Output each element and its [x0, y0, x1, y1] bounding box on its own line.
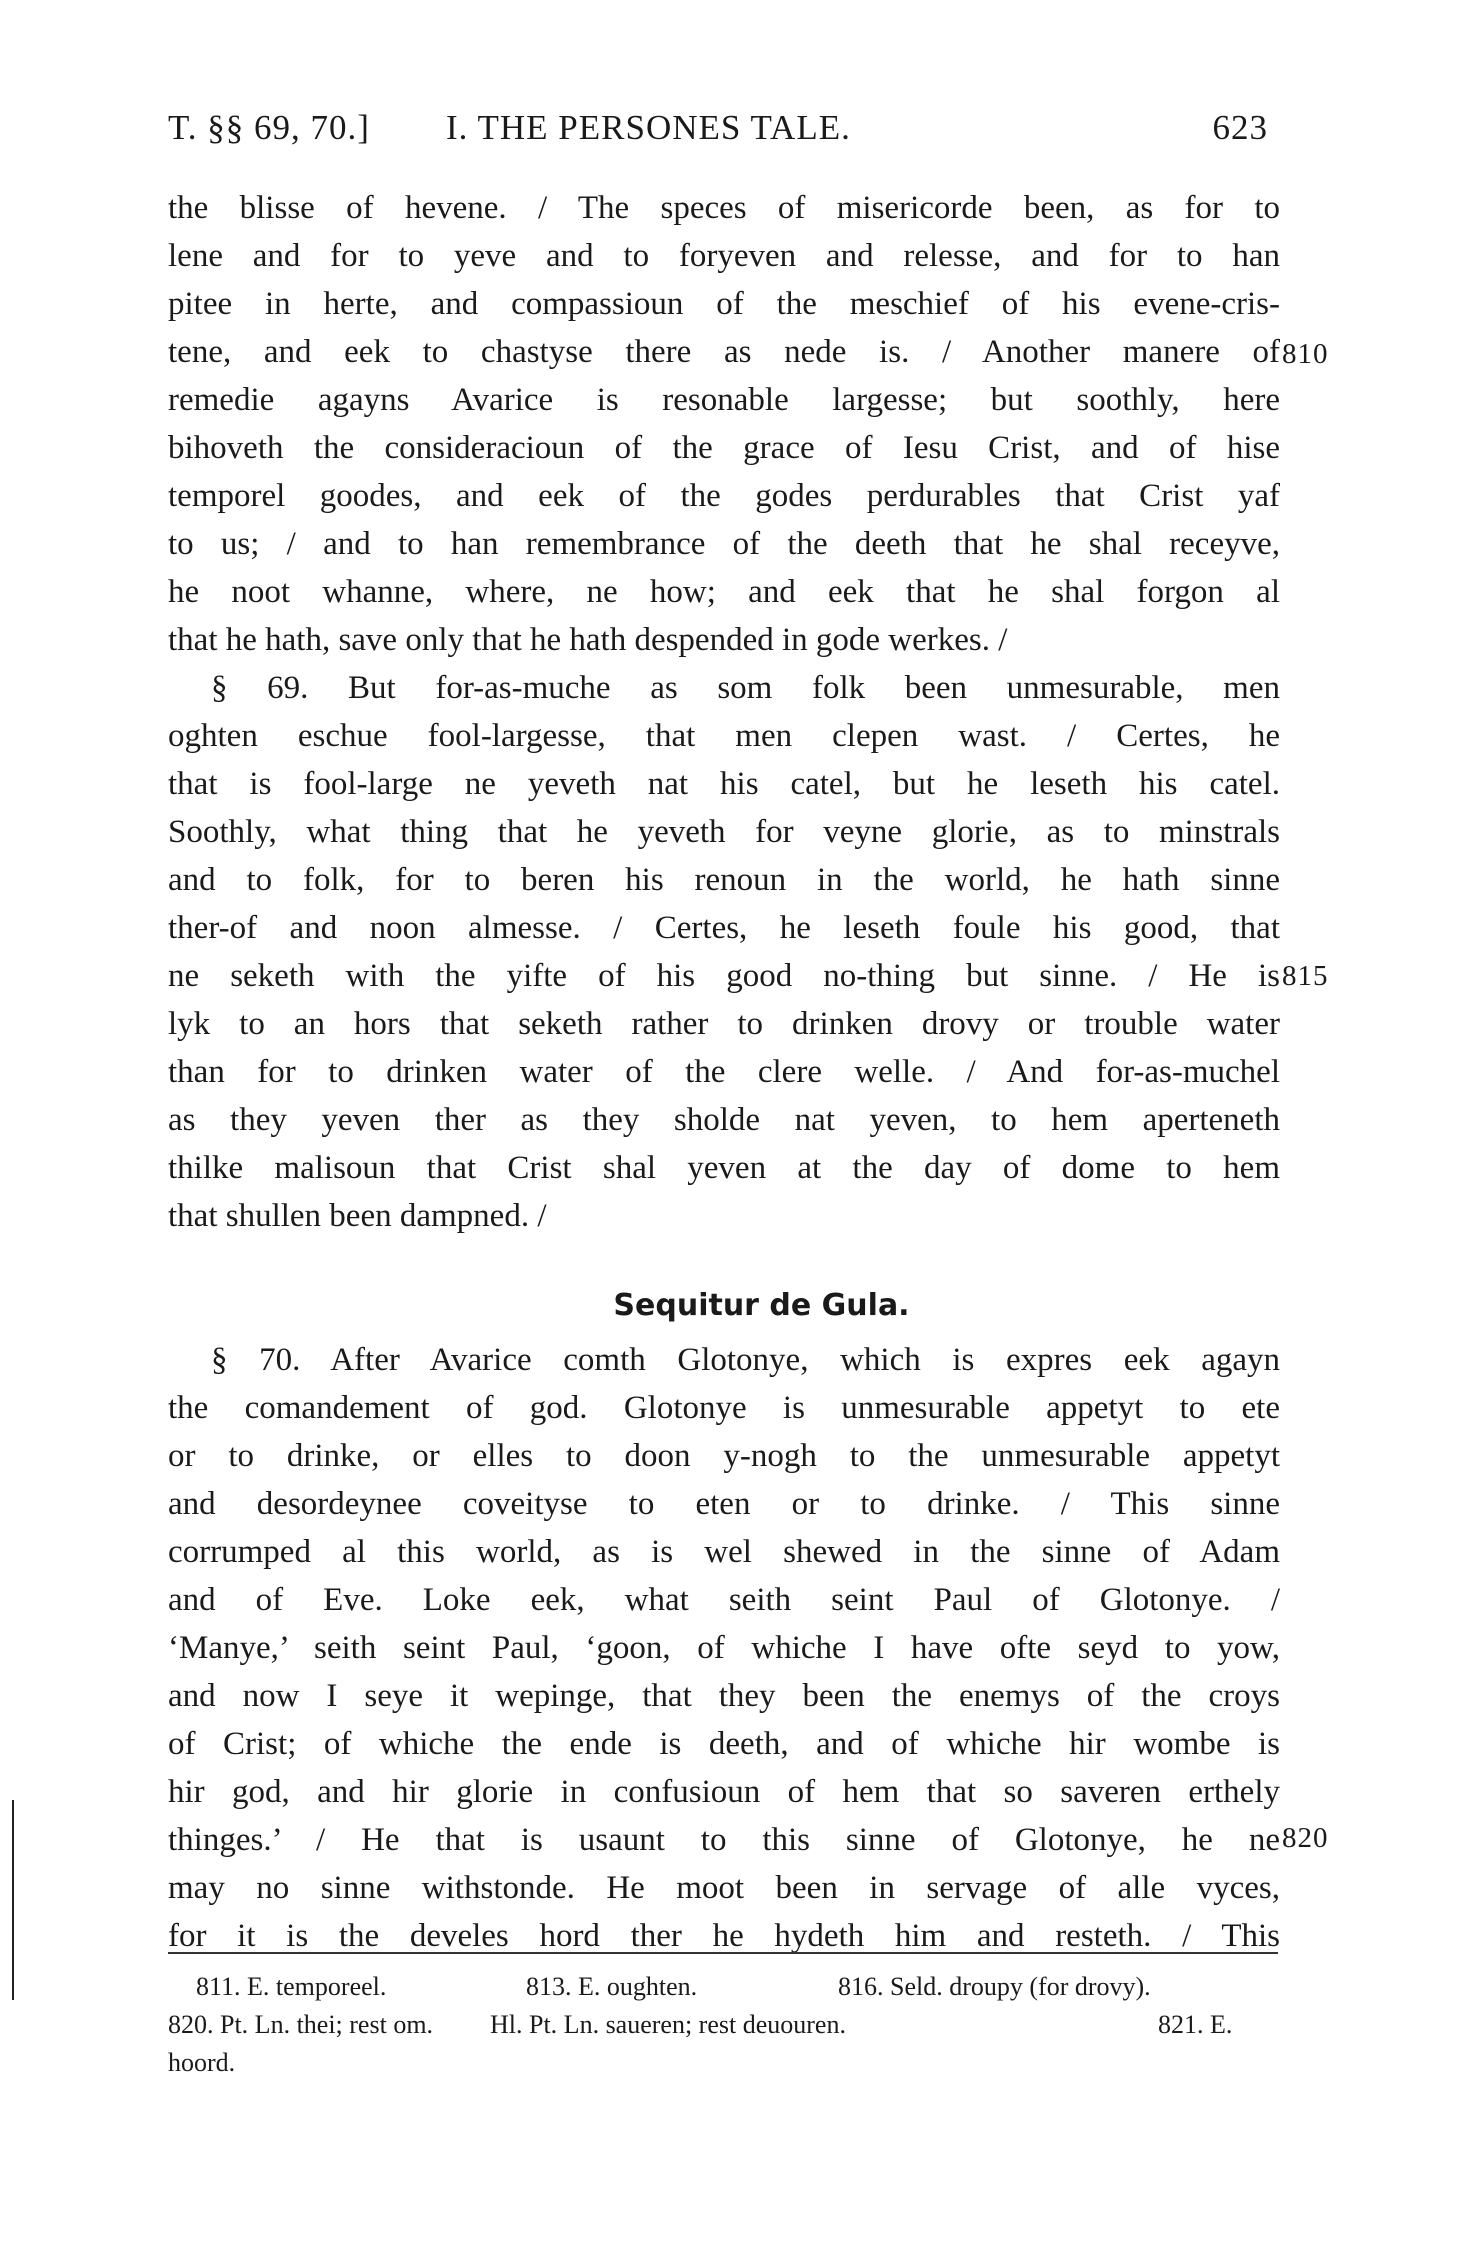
- text-line: bihoveth the consideracioun of the grace of Iesu Crist, and of hise: [168, 430, 1280, 466]
- margin-line-number: 810: [1282, 338, 1329, 370]
- text-line: for it is the develes hord ther he hydeth him and resteth. / This: [168, 1918, 1280, 1954]
- text-line: of Crist; of whiche the ende is deeth, and of whiche hir wombe is: [168, 1726, 1280, 1762]
- text-line: and of Eve. Loke eek, what seith seint Paul of Glotonye. /: [168, 1582, 1280, 1618]
- text-line: the blisse of hevene. / The speces of misericorde been, as for to: [168, 190, 1280, 226]
- text-line: oghten eschue fool-largesse, that men clepen wast. / Certes, he: [168, 718, 1280, 754]
- footnote: 811. E. temporeel.: [196, 1972, 387, 2001]
- footnote-rule: [168, 1952, 1278, 1954]
- text-line: tene, and eek to chastyse there as nede is. / Another manere of: [168, 334, 1280, 370]
- text-line: pitee in herte, and compassioun of the meschief of his evene-cris-: [168, 286, 1280, 322]
- section-heading-text: Sequitur de Gula.: [613, 1288, 910, 1323]
- text-line: ‘Manye,’ seith seint Paul, ‘goon, of whiche I have ofte seyd to yow,: [168, 1630, 1280, 1666]
- text-line: § 69. But for-as-muche as som folk been unmesurable, men: [211, 670, 1280, 706]
- text-line: than for to drinken water of the clere welle. / And for-as-muchel: [168, 1054, 1280, 1090]
- text-line: that shullen been dampned. /: [168, 1198, 547, 1234]
- footnote: Hl. Pt. Ln. saueren; rest deuouren.: [490, 2010, 846, 2039]
- text-line: thinges.’ / He that is usaunt to this sinne of Glotonye, he ne: [168, 1822, 1280, 1858]
- text-line: the comandement of god. Glotonye is unmesurable appetyt to ete: [168, 1390, 1280, 1426]
- text-line: § 70. After Avarice comth Glotonye, which is expres eek agayn: [211, 1342, 1280, 1378]
- page-title: I. THE PERSONES TALE.: [446, 108, 851, 147]
- text-line: that is fool-large ne yeveth nat his catel, but he leseth his catel.: [168, 766, 1280, 802]
- footnote: 813. E. oughten.: [526, 1972, 698, 2001]
- text-line: Soothly, what thing that he yeveth for veyne glorie, as to minstrals: [168, 814, 1280, 850]
- running-header: [168, 108, 1280, 158]
- text-line: may no sinne withstonde. He moot been in servage of alle vyces,: [168, 1870, 1280, 1906]
- text-line: that he hath, save only that he hath despended in gode werkes. /: [168, 622, 1008, 658]
- text-line: lyk to an hors that seketh rather to drinken drovy or trouble water: [168, 1006, 1280, 1042]
- text-line: corrumped al this world, as is wel shewed in the sinne of Adam: [168, 1534, 1280, 1570]
- text-line: temporel goodes, and eek of the godes perdurables that Crist yaf: [168, 478, 1280, 514]
- scan-edge-mark: [12, 1800, 14, 2000]
- footnote: 816. Seld. droupy (for drovy).: [838, 1972, 1151, 2001]
- text-line: and desordeynee coveityse to eten or to drinke. / This sinne: [168, 1486, 1280, 1522]
- text-line: and now I seye it wepinge, that they been the enemys of the croys: [168, 1678, 1280, 1714]
- footnote: 821. E.: [1158, 2010, 1233, 2039]
- section-reference: T. §§ 69, 70.]: [168, 108, 370, 147]
- footnote: 820. Pt. Ln. thei; rest om.: [168, 2010, 434, 2039]
- text-line: thilke malisoun that Crist shal yeven at the day of dome to hem: [168, 1150, 1280, 1186]
- text-line: ther-of and noon almesse. / Certes, he leseth foule his good, that: [168, 910, 1280, 946]
- margin-line-number: 815: [1282, 960, 1329, 992]
- footnote: hoord.: [168, 2048, 236, 2077]
- text-line: or to drinke, or elles to doon y-nogh to the unmesurable appetyt: [168, 1438, 1280, 1474]
- margin-line-number: 820: [1282, 1822, 1329, 1854]
- text-line: remedie agayns Avarice is resonable largesse; but soothly, here: [168, 382, 1280, 418]
- text-line: lene and for to yeve and to foryeven and relesse, and for to han: [168, 238, 1280, 274]
- text-line: hir god, and hir glorie in confusioun of hem that so saveren erthely: [168, 1774, 1280, 1810]
- section-heading: [0, 1288, 1483, 1323]
- text-line: to us; / and to han remembrance of the deeth that he shal receyve,: [168, 526, 1280, 562]
- text-line: ne seketh with the yifte of his good no-thing but sinne. / He is: [168, 958, 1280, 994]
- text-line: and to folk, for to beren his renoun in the world, he hath sinne: [168, 862, 1280, 898]
- text-line: as they yeven ther as they sholde nat yeven, to hem aperteneth: [168, 1102, 1280, 1138]
- page-number: 623: [1212, 108, 1268, 147]
- text-line: he noot whanne, where, ne how; and eek that he shal forgon al: [168, 574, 1280, 610]
